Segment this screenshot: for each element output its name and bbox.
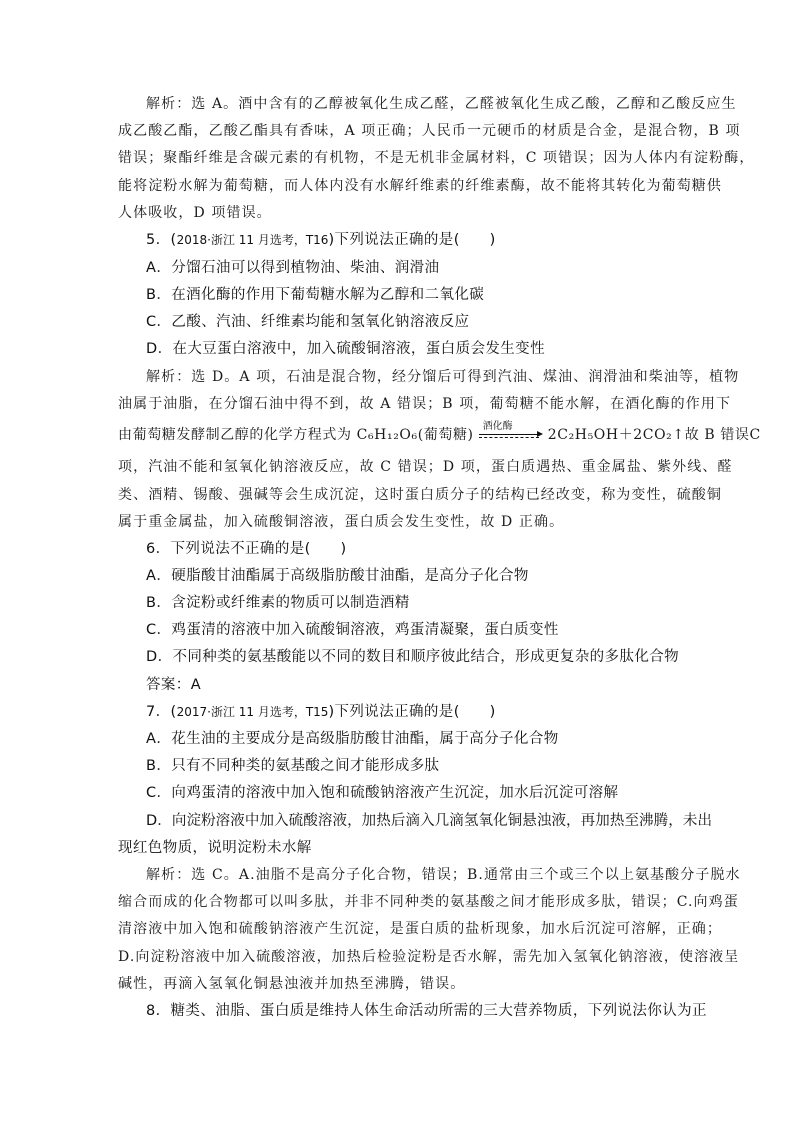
q7-option-c: C．向鸡蛋清的溶液中加入饱和硫酸钠溶液产生沉淀，加水后沉淀可溶解 — [146, 785, 619, 801]
arrow-icon — [479, 434, 539, 437]
q4-explanation-line-4: 能将淀粉水解为葡萄糖，而人体内没有水解纤维素的纤维素酶，故不能将其转化为葡萄糖供 — [118, 178, 722, 194]
q5-option-b: B．在酒化酶的作用下葡萄糖水解为乙醇和二氧化碳 — [146, 287, 485, 303]
q7-stem-text: )下列说法正确的是( ) — [328, 704, 496, 720]
q7-option-d-continued: 现红色物质，说明淀粉未水解 — [118, 840, 312, 856]
q7-option-a: A．花生油的主要成分是高级脂肪酸甘油酯，属于高分子化合物 — [146, 731, 559, 747]
q7-explanation-line-3: 清溶液中加入饱和硫酸钠溶液产生沉淀，是蛋白质的盐析现象，加水后沉淀可溶解，正确； — [118, 921, 722, 937]
q5-stem-text: )下列说法正确的是( ) — [328, 232, 496, 248]
q5-explanation-line-1: 解析：选 D。A 项，石油是混合物，经分馏后可得到汽油、煤油、润滑油和柴油等，植物 — [146, 369, 740, 385]
reaction-arrow — [479, 421, 543, 445]
q5-explanation-line-5: 类、酒精、锡酸、强碱等会生成沉淀，这时蛋白质分子的结构已经改变，称为变性，硫酸铜 — [118, 487, 722, 503]
q7-option-d: D．向淀粉溶液中加入硫酸溶液，加热后滴入几滴氢氧化铜悬浊液，再加热至沸腾，未出 — [146, 813, 713, 829]
q7-stem — [146, 702, 678, 722]
q5-stem — [146, 230, 678, 250]
q5-equation-suffix: 2C₂H₅OH＋2CO₂↑故 B 错误C — [547, 427, 761, 443]
q5-option-a: A．分馏石油可以得到植物油、柴油、润滑油 — [146, 260, 440, 276]
q5-number: 5．( — [146, 232, 177, 248]
q6-stem: 6．下列说法不正确的是( ) — [146, 541, 347, 557]
q5-option-c: C．乙酸、汽油、纤维素均能和氢氧化钠溶液反应 — [146, 314, 470, 330]
q8-stem: 8．糖类、油脂、蛋白质是维持人体生命活动所需的三大营养物质，下列说法你认为正 — [146, 1003, 707, 1019]
q4-explanation-line-2: 成乙酸乙酯，乙酸乙酯具有香味，A 项正确；人民币一元硬币的材质是合金，是混合物，B 项 — [118, 123, 741, 139]
q5-equation-line — [118, 421, 761, 445]
q6-option-a: A．硬脂酸甘油酯属于高级脂肪酸甘油酯，是高分子化合物 — [146, 568, 529, 584]
q7-option-b: B．只有不同种类的氨基酸之间才能形成多肽 — [146, 758, 440, 774]
q5-explanation-line-6: 属于重金属盐，加入硫酸铜溶液，蛋白质会发生变性，故 D 正确。 — [118, 514, 565, 530]
q5-source: 2018·浙江 11 月选考，T16 — [176, 233, 329, 247]
q6-option-b: B．含淀粉或纤维素的物质可以制造酒精 — [146, 595, 410, 611]
q5-option-d: D．在大豆蛋白溶液中，加入硫酸铜溶液，蛋白质会发生变性 — [146, 341, 545, 357]
q4-explanation-line-3: 错误；聚酯纤维是含碳元素的有机物，不是无机非金属材料，C 项错误；因为人体内有淀粉酶， — [118, 150, 755, 166]
q5-equation-prefix: 由葡萄糖发酵制乙醇的化学方程式为 C₆H₁₂O₆(葡萄糖) — [118, 427, 474, 443]
q7-number: 7．( — [146, 704, 177, 720]
q6-option-d: D．不同种类的氨基酸能以不同的数目和顺序彼此结合，形成更复杂的多肽化合物 — [146, 649, 680, 665]
q7-explanation-line-2: 缩合而成的化合物都可以叫多肽，并非不同种类的氨基酸之间才能形成多肽，错误；C.向鸡蛋 — [118, 894, 739, 910]
q7-explanation-line-4: D.向淀粉溶液中加入硫酸溶液，加热后检验淀粉是否水解，需先加入氢氧化钠溶液，使溶液呈 — [118, 949, 740, 965]
q7-explanation-line-5: 碱性，再滴入氢氧化铜悬浊液并加热至沸腾，错误。 — [118, 976, 466, 992]
reaction-condition-label: 酒化酶 — [482, 421, 513, 432]
q6-option-c: C．鸡蛋清的溶液中加入硫酸铜溶液，鸡蛋清凝聚，蛋白质变性 — [146, 622, 559, 638]
q7-source: 2017·浙江 11 月选考，T15 — [176, 705, 329, 719]
q4-explanation-line-1: 解析：选 A。酒中含有的乙醇被氧化生成乙醛，乙醛被氧化生成乙酸，乙醇和乙酸反应生 — [146, 96, 737, 112]
q5-explanation-line-2: 油属于油脂，在分馏石油中得不到，故 A 错误；B 项，葡萄糖不能水解，在酒化酶的作用下 — [118, 396, 732, 412]
q6-answer: 答案：A — [146, 677, 202, 693]
q7-explanation-line-1: 解析：选 C。A.油脂不是高分子化合物，错误；B.通常由三个或三个以上氨基酸分子脱水 — [146, 867, 741, 883]
q5-explanation-line-4: 项，汽油不能和氢氧化钠溶液反应，故 C 错误；D 项，蛋白质遇热、重金属盐、紫外线、醛 — [118, 459, 733, 475]
q4-explanation-line-5: 人体吸收，D 项错误。 — [118, 205, 272, 221]
